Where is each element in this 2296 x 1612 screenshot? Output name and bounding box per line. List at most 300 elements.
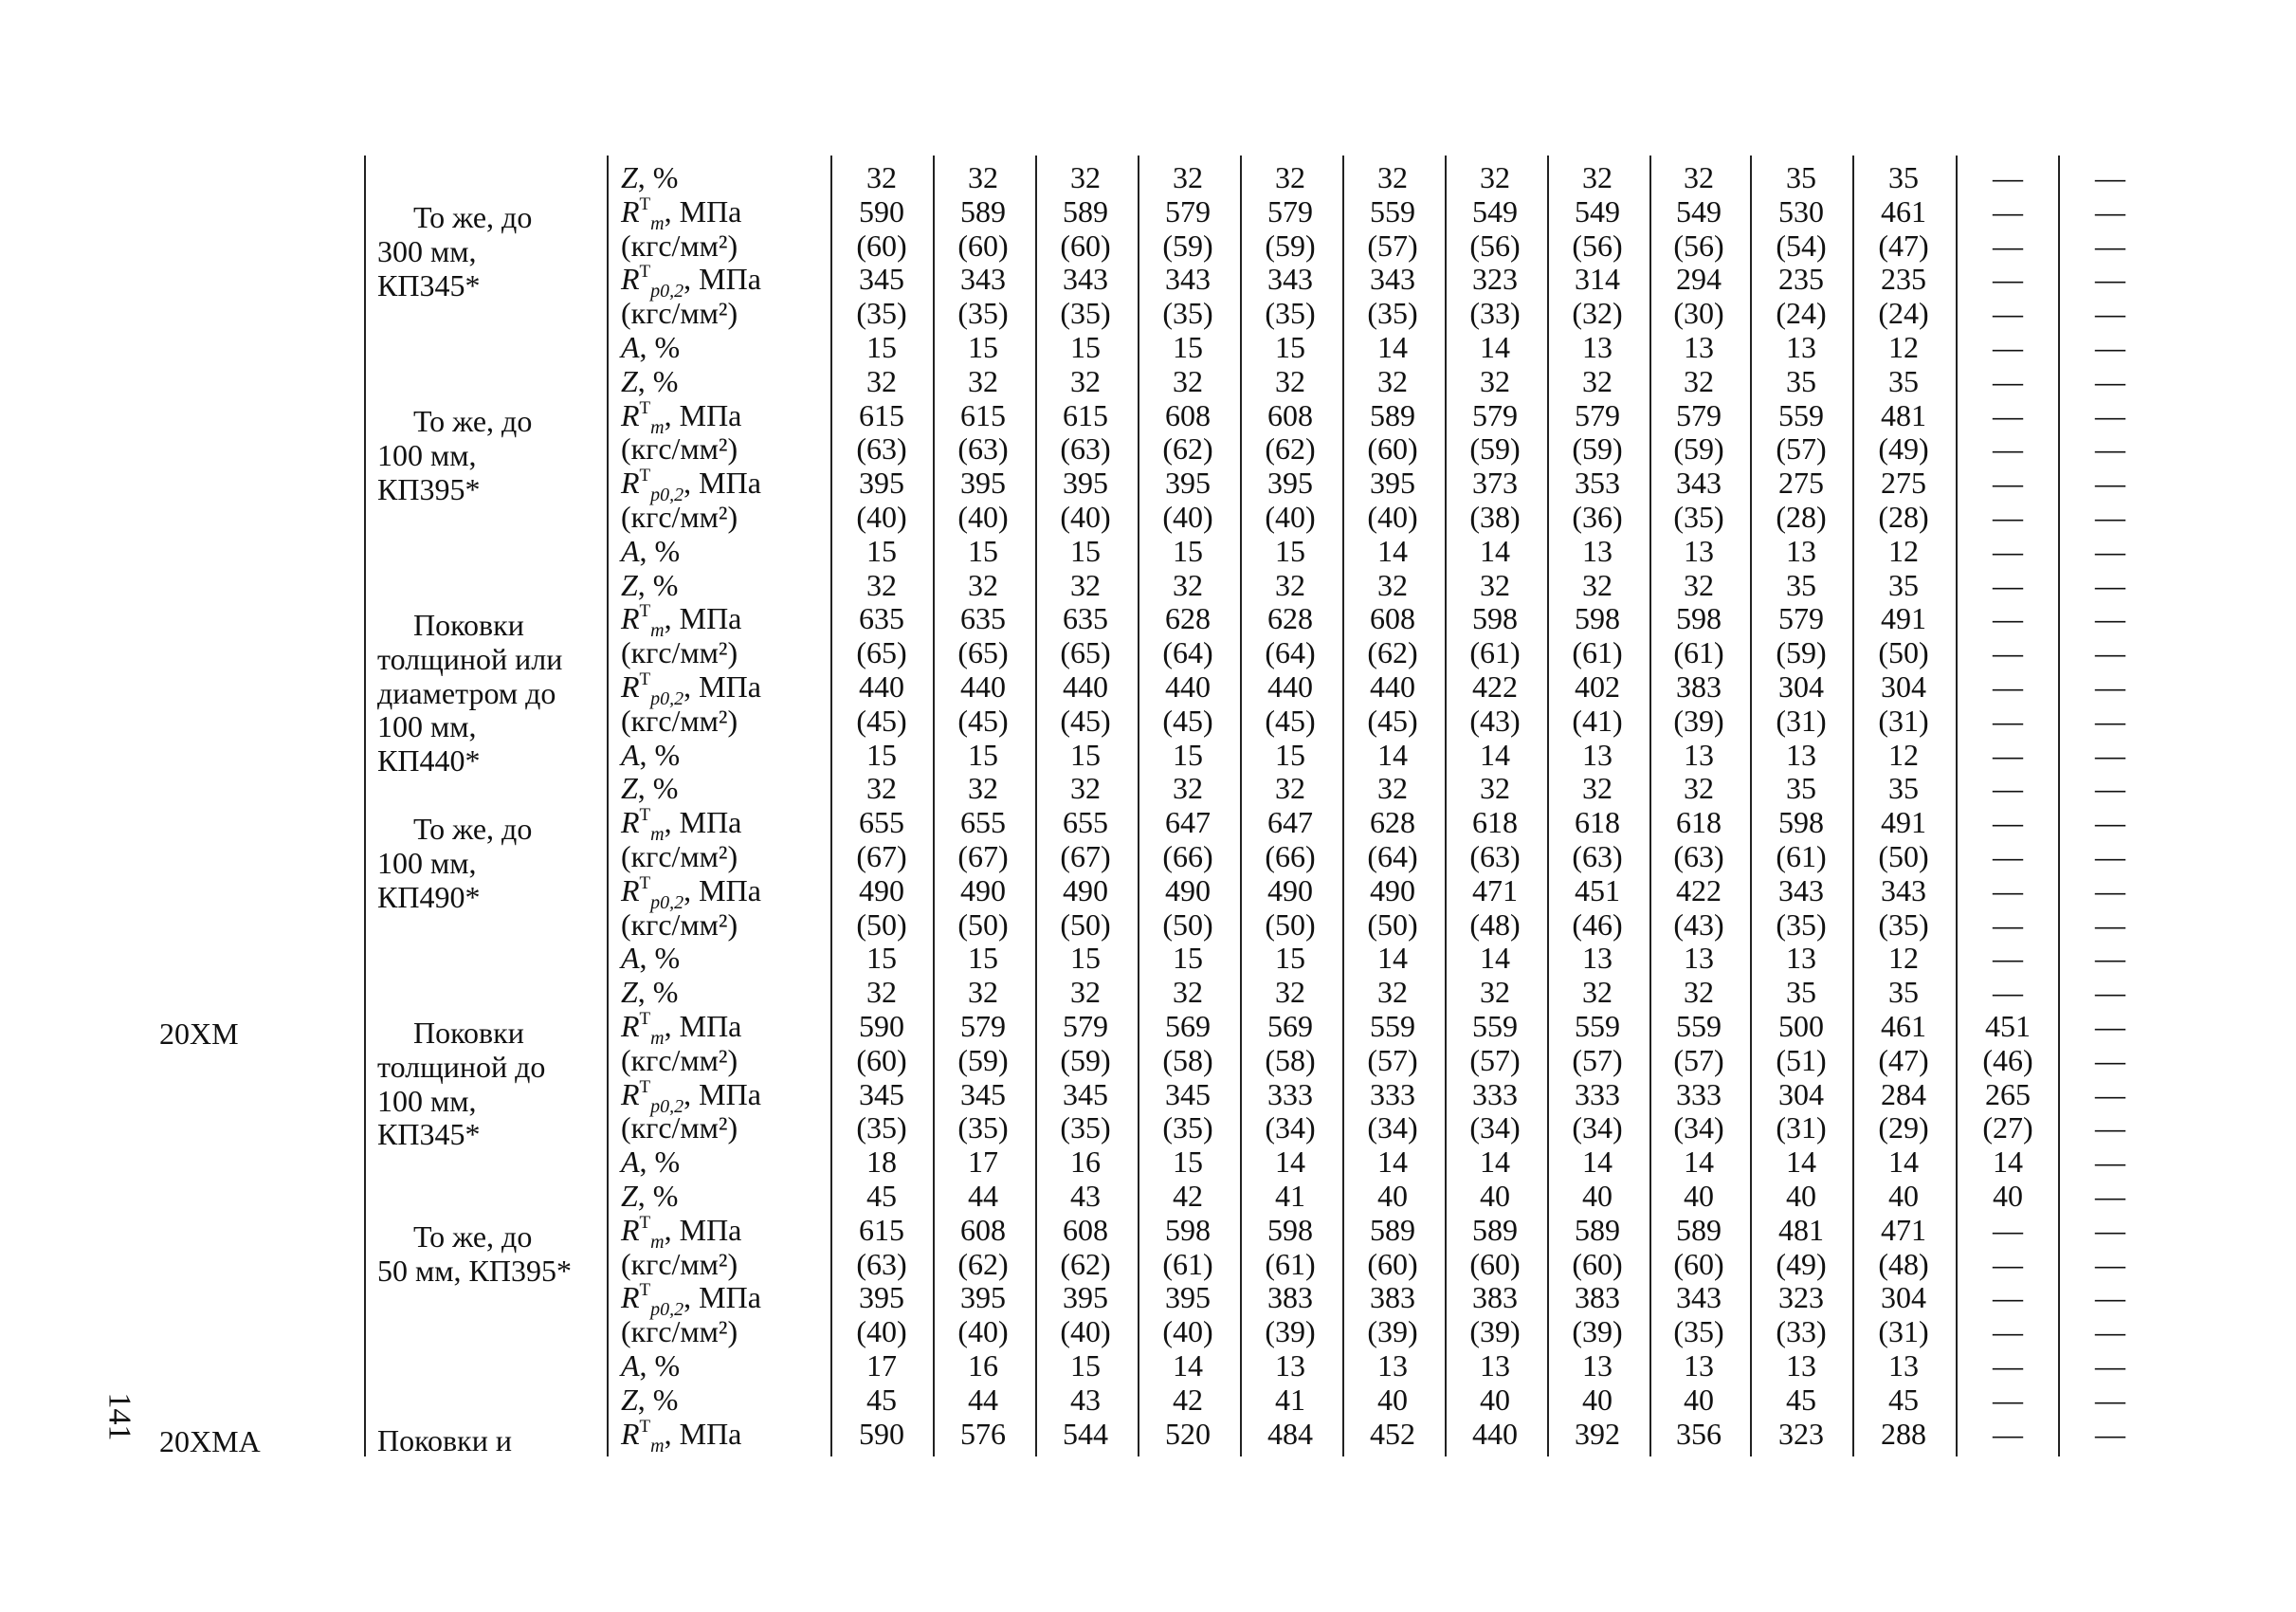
parameter-unit: , МПа: [664, 1009, 742, 1043]
table-cell: 13: [1786, 330, 1816, 364]
table-cell: (57): [1367, 228, 1418, 263]
table-cell: 32: [1173, 160, 1203, 194]
table-cell: 32: [1070, 363, 1101, 398]
parameter-unit: , %: [639, 330, 681, 364]
table-cell: —: [2095, 601, 2125, 636]
table-cell: 343: [1881, 872, 1926, 907]
table-cell: 40: [1377, 1179, 1408, 1213]
table-cell: (33): [1469, 296, 1521, 331]
product-line: То же, до: [413, 404, 533, 438]
parameter-symbol: Z: [621, 160, 638, 194]
table-cell: —: [1993, 669, 2023, 704]
table-cell: 32: [1070, 975, 1101, 1010]
table-cell: 275: [1778, 466, 1824, 501]
table-cell: 15: [968, 737, 998, 772]
table-cell: 383: [1472, 1280, 1518, 1315]
column-divider: [607, 156, 609, 1456]
table-cell: 32: [1070, 771, 1101, 806]
table-cell: (64): [1265, 635, 1316, 670]
table-cell: —: [1993, 431, 2023, 467]
table-cell: —: [2095, 635, 2125, 670]
table-cell: 15: [1070, 1348, 1101, 1383]
table-cell: —: [2095, 839, 2125, 873]
table-cell: 13: [1582, 1348, 1613, 1383]
parameter-symbol: A: [621, 737, 640, 772]
parameter-superscript: T: [639, 1280, 651, 1301]
table-cell: (49): [1776, 1246, 1827, 1281]
table-cell: 13: [1684, 737, 1714, 772]
table-cell: 628: [1165, 601, 1211, 636]
parameter-unit: (кгс/мм²): [621, 907, 738, 942]
parameter-unit: (кгс/мм²): [621, 500, 738, 534]
table-cell: 333: [1676, 1076, 1722, 1111]
table-cell: (41): [1572, 703, 1623, 738]
parameter-unit: , МПа: [683, 466, 761, 501]
table-cell: —: [1993, 466, 2023, 501]
table-cell: 440: [859, 669, 904, 704]
parameter-unit: , МПа: [664, 1416, 742, 1451]
parameter-label: [621, 1009, 742, 1049]
table-cell: 13: [1582, 737, 1613, 772]
table-cell: (35): [1060, 296, 1111, 331]
table-cell: 15: [1173, 1145, 1203, 1180]
parameter-superscript: T: [639, 669, 651, 689]
table-cell: 615: [859, 397, 904, 432]
table-cell: (35): [1265, 296, 1316, 331]
table-cell: 35: [1888, 363, 1919, 398]
table-cell: 35: [1888, 160, 1919, 194]
table-cell: 647: [1165, 805, 1211, 840]
parameter-label: [621, 872, 761, 913]
product-line: Поковки: [413, 608, 524, 642]
table-cell: (40): [1265, 500, 1316, 534]
table-cell: 395: [859, 466, 904, 501]
table-cell: 530: [1778, 193, 1824, 229]
product-description: [377, 813, 605, 914]
table-cell: —: [1993, 363, 2023, 398]
table-cell: 14: [1377, 330, 1408, 364]
parameter-unit: , МПа: [683, 262, 761, 297]
table-cell: —: [1993, 1280, 2023, 1315]
parameter-symbol: A: [621, 1145, 640, 1180]
table-cell: 32: [1377, 567, 1408, 602]
parameter-symbol: Z: [621, 1382, 638, 1417]
table-cell: 32: [1377, 160, 1408, 194]
parameter-unit: , %: [639, 737, 681, 772]
table-cell: 343: [1165, 262, 1211, 297]
parameter-label: [621, 1280, 761, 1321]
parameter-label: [621, 297, 738, 331]
parameter-symbol: R: [621, 466, 640, 501]
table-cell: 422: [1472, 669, 1518, 704]
table-cell: 559: [1778, 397, 1824, 432]
table-cell: 14: [1582, 1145, 1613, 1180]
table-cell: 345: [859, 1076, 904, 1111]
table-cell: 373: [1472, 466, 1518, 501]
table-cell: 559: [1676, 1009, 1722, 1043]
parameter-subscript: p0,2: [650, 1095, 684, 1117]
parameter-unit: (кгс/мм²): [621, 839, 738, 873]
table-cell: 323: [1778, 1280, 1824, 1315]
table-cell: 13: [1786, 533, 1816, 568]
table-cell: (60): [856, 1042, 907, 1077]
parameter-subscript: p0,2: [650, 891, 684, 913]
table-cell: —: [2095, 1348, 2125, 1383]
parameter-superscript: T: [639, 1212, 651, 1233]
parameter-unit: , %: [639, 1145, 681, 1180]
table-cell: 14: [1377, 737, 1408, 772]
table-cell: 14: [1480, 330, 1510, 364]
table-cell: 345: [960, 1076, 1006, 1111]
table-cell: (66): [1162, 839, 1213, 873]
parameter-label: [621, 432, 738, 467]
table-cell: —: [2095, 1009, 2125, 1043]
table-cell: 490: [1165, 872, 1211, 907]
table-cell: (57): [1367, 1042, 1418, 1077]
table-cell: 440: [960, 669, 1006, 704]
table-cell: 576: [960, 1416, 1006, 1451]
table-cell: 35: [1786, 771, 1816, 806]
parameter-unit: , МПа: [664, 805, 742, 840]
table-cell: 395: [859, 1280, 904, 1315]
parameter-symbol: A: [621, 533, 640, 568]
table-cell: —: [1993, 1416, 2023, 1451]
table-cell: 598: [1472, 601, 1518, 636]
table-cell: 579: [1778, 601, 1824, 636]
table-cell: (35): [957, 1110, 1009, 1145]
table-cell: 32: [866, 771, 897, 806]
table-cell: (40): [856, 1314, 907, 1349]
parameter-label: [621, 805, 742, 846]
table-cell: (47): [1878, 228, 1929, 263]
table-cell: 323: [1472, 262, 1518, 297]
parameter-symbol: Z: [621, 567, 638, 602]
table-cell: 15: [1173, 533, 1203, 568]
table-cell: 14: [1377, 533, 1408, 568]
column-divider: [1547, 156, 1549, 1456]
table-cell: 579: [1063, 1009, 1108, 1043]
table-cell: 395: [1165, 466, 1211, 501]
column-divider: [1852, 156, 1854, 1456]
parameter-subscript: m: [650, 416, 665, 438]
table-cell: (32): [1572, 296, 1623, 331]
parameter-subscript: m: [650, 620, 665, 642]
table-cell: —: [1993, 805, 2023, 840]
product-line: 300 мм,: [377, 233, 477, 268]
parameter-label: [621, 976, 678, 1010]
table-cell: (64): [1162, 635, 1213, 670]
table-cell: (45): [1265, 703, 1316, 738]
parameter-label: [621, 942, 680, 976]
table-cell: 35: [1888, 771, 1919, 806]
table-cell: (60): [1367, 1246, 1418, 1281]
product-line: 100 мм,: [377, 709, 477, 744]
table-cell: (60): [856, 228, 907, 263]
table-cell: 18: [866, 1145, 897, 1180]
parameter-subscript: p0,2: [650, 1299, 684, 1321]
table-cell: (59): [957, 1042, 1009, 1077]
table-cell: 490: [1063, 872, 1108, 907]
table-cell: (59): [1469, 431, 1521, 467]
table-cell: (57): [1572, 1042, 1623, 1077]
product-line: Поковки: [413, 1016, 524, 1050]
table-cell: (58): [1265, 1042, 1316, 1077]
table-cell: (50): [1162, 907, 1213, 942]
product-description: [377, 405, 605, 506]
parameter-label: [621, 1349, 680, 1383]
table-cell: (27): [1982, 1110, 2033, 1145]
table-cell: —: [2095, 1179, 2125, 1213]
table-cell: 32: [1684, 771, 1714, 806]
parameter-unit: , %: [639, 533, 681, 568]
table-cell: 32: [1582, 567, 1613, 602]
table-cell: 304: [1778, 1076, 1824, 1111]
table-cell: 579: [1472, 397, 1518, 432]
table-cell: 481: [1778, 1212, 1824, 1247]
table-cell: 402: [1575, 669, 1620, 704]
table-cell: 618: [1575, 805, 1620, 840]
table-cell: 544: [1063, 1416, 1108, 1451]
table-cell: —: [2095, 1212, 2125, 1247]
table-cell: 32: [866, 567, 897, 602]
table-cell: 491: [1881, 601, 1926, 636]
table-cell: (40): [1060, 500, 1111, 534]
table-cell: (49): [1878, 431, 1929, 467]
table-cell: (48): [1878, 1246, 1929, 1281]
steel-grade: 20ХМ: [159, 1017, 239, 1051]
table-cell: 45: [866, 1179, 897, 1213]
table-cell: 490: [859, 872, 904, 907]
product-line: 100 мм,: [377, 1083, 477, 1118]
parameter-unit: (кгс/мм²): [621, 431, 738, 467]
table-cell: —: [2095, 567, 2125, 602]
table-cell: —: [1993, 533, 2023, 568]
table-cell: 608: [1165, 397, 1211, 432]
table-cell: —: [2095, 1042, 2125, 1077]
table-cell: 490: [1267, 872, 1313, 907]
parameter-symbol: A: [621, 941, 640, 976]
table-cell: (48): [1469, 907, 1521, 942]
table-cell: (50): [957, 907, 1009, 942]
parameter-superscript: T: [639, 193, 651, 214]
table-cell: —: [1993, 1212, 2023, 1247]
table-cell: 559: [1370, 193, 1415, 229]
parameter-label: [621, 193, 742, 234]
parameter-label: [621, 1212, 742, 1253]
parameter-symbol: A: [621, 1348, 640, 1383]
table-cell: 461: [1881, 193, 1926, 229]
product-line: То же, до: [413, 200, 533, 234]
parameter-label: [621, 772, 678, 806]
table-cell: 35: [1888, 567, 1919, 602]
table-cell: 579: [1575, 397, 1620, 432]
parameter-symbol: Z: [621, 1179, 638, 1213]
table-cell: (35): [1673, 1314, 1724, 1349]
product-description: [377, 201, 605, 302]
table-cell: 635: [960, 601, 1006, 636]
table-cell: (65): [957, 635, 1009, 670]
table-cell: —: [2095, 737, 2125, 772]
parameter-superscript: T: [639, 805, 651, 826]
parameter-unit: , %: [637, 160, 679, 194]
table-cell: (64): [1367, 839, 1418, 873]
table-cell: —: [1993, 601, 2023, 636]
table-cell: 15: [1070, 533, 1101, 568]
table-cell: 32: [1275, 975, 1305, 1010]
table-cell: 32: [1173, 363, 1203, 398]
table-cell: —: [1993, 635, 2023, 670]
table-cell: —: [1993, 397, 2023, 432]
table-cell: (35): [1162, 1110, 1213, 1145]
product-line: толщиной до: [377, 1049, 546, 1084]
table-cell: 343: [1778, 872, 1824, 907]
table-cell: 491: [1881, 805, 1926, 840]
table-cell: 15: [1070, 941, 1101, 976]
table-cell: (29): [1878, 1110, 1929, 1145]
steel-grade: 20ХМА: [159, 1424, 261, 1458]
table-cell: —: [1993, 193, 2023, 229]
table-cell: (40): [1162, 1314, 1213, 1349]
table-cell: (35): [1060, 1110, 1111, 1145]
parameter-symbol: R: [621, 805, 640, 840]
table-cell: —: [1993, 1314, 2023, 1349]
table-cell: 383: [1575, 1280, 1620, 1315]
parameter-label: [621, 739, 680, 773]
table-cell: 12: [1888, 330, 1919, 364]
table-cell: 32: [1275, 567, 1305, 602]
table-cell: 590: [859, 1009, 904, 1043]
table-cell: —: [2095, 330, 2125, 364]
table-cell: 15: [1173, 941, 1203, 976]
table-cell: 32: [866, 160, 897, 194]
table-cell: 608: [960, 1212, 1006, 1247]
table-cell: 15: [968, 533, 998, 568]
table-cell: 608: [1063, 1212, 1108, 1247]
parameter-label: [621, 1044, 738, 1078]
table-cell: (46): [1572, 907, 1623, 942]
table-cell: (61): [1162, 1246, 1213, 1281]
table-cell: 15: [1070, 737, 1101, 772]
table-cell: (35): [1878, 907, 1929, 942]
parameter-symbol: R: [621, 1076, 640, 1111]
table-cell: 615: [1063, 397, 1108, 432]
table-cell: 589: [1575, 1212, 1620, 1247]
table-cell: —: [2095, 193, 2125, 229]
table-cell: (45): [856, 703, 907, 738]
table-cell: 42: [1173, 1382, 1203, 1417]
table-cell: 589: [1472, 1212, 1518, 1247]
table-cell: (45): [1367, 703, 1418, 738]
table-cell: —: [2095, 907, 2125, 942]
table-cell: 275: [1881, 466, 1926, 501]
table-cell: 655: [960, 805, 1006, 840]
table-cell: —: [1993, 1246, 2023, 1281]
table-cell: (65): [856, 635, 907, 670]
table-cell: (40): [1367, 500, 1418, 534]
parameter-unit: , МПа: [664, 601, 742, 636]
table-cell: 598: [1165, 1212, 1211, 1247]
parameter-label: [621, 1111, 738, 1145]
table-cell: (50): [1367, 907, 1418, 942]
table-cell: (35): [957, 296, 1009, 331]
product-line: КП345*: [377, 267, 481, 302]
table-cell: (31): [1776, 1110, 1827, 1145]
parameter-unit: (кгс/мм²): [621, 1314, 738, 1349]
table-cell: 41: [1275, 1382, 1305, 1417]
table-cell: 590: [859, 1416, 904, 1451]
column-divider: [1956, 156, 1958, 1456]
table-cell: 589: [1676, 1212, 1722, 1247]
table-cell: 579: [1267, 193, 1313, 229]
table-cell: 35: [1786, 975, 1816, 1010]
column-divider: [1035, 156, 1037, 1456]
table-cell: 13: [1684, 533, 1714, 568]
table-cell: 14: [1377, 1145, 1408, 1180]
table-cell: 288: [1881, 1416, 1926, 1451]
table-cell: 13: [1888, 1348, 1919, 1383]
table-cell: 500: [1778, 1009, 1824, 1043]
product-line: КП395*: [377, 471, 481, 506]
parameter-superscript: T: [639, 1076, 651, 1097]
table-cell: 13: [1684, 941, 1714, 976]
table-cell: 451: [1575, 872, 1620, 907]
parameter-label: [621, 601, 742, 642]
table-cell: (50): [1878, 635, 1929, 670]
table-cell: —: [2095, 1110, 2125, 1145]
product-line: КП440*: [377, 743, 481, 779]
table-cell: —: [2095, 805, 2125, 840]
parameter-label: [621, 705, 738, 739]
table-cell: —: [2095, 1314, 2125, 1349]
parameter-label: [621, 1315, 738, 1349]
parameter-unit: (кгс/мм²): [621, 1246, 738, 1281]
parameter-label: [621, 908, 738, 943]
column-divider: [1649, 156, 1651, 1456]
table-cell: 32: [968, 160, 998, 194]
table-cell: (50): [1878, 839, 1929, 873]
table-cell: 13: [1786, 737, 1816, 772]
parameter-unit: , %: [637, 1382, 679, 1417]
table-cell: —: [1993, 160, 2023, 194]
table-cell: (56): [1572, 228, 1623, 263]
table-cell: 32: [866, 363, 897, 398]
table-cell: (40): [856, 500, 907, 534]
table-cell: 32: [1173, 567, 1203, 602]
table-cell: (61): [1776, 839, 1827, 873]
table-cell: 35: [1786, 363, 1816, 398]
table-cell: 17: [968, 1145, 998, 1180]
table-cell: (50): [856, 907, 907, 942]
table-cell: 353: [1575, 466, 1620, 501]
table-cell: 395: [1165, 1280, 1211, 1315]
table-cell: 635: [859, 601, 904, 636]
table-cell: 45: [1888, 1382, 1919, 1417]
parameter-label: [621, 569, 678, 603]
parameter-subscript: m: [650, 824, 665, 846]
parameter-unit: , МПа: [683, 1280, 761, 1315]
table-cell: 40: [1993, 1179, 2023, 1213]
table-cell: 628: [1370, 805, 1415, 840]
table-cell: (60): [1673, 1246, 1724, 1281]
table-cell: 42: [1173, 1179, 1203, 1213]
table-cell: 323: [1778, 1416, 1824, 1451]
table-cell: 15: [1173, 737, 1203, 772]
product-description: [377, 1424, 605, 1458]
parameter-symbol: Z: [621, 975, 638, 1010]
parameter-label: [621, 1416, 742, 1456]
table-cell: (34): [1673, 1110, 1724, 1145]
parameter-unit: , %: [639, 941, 681, 976]
